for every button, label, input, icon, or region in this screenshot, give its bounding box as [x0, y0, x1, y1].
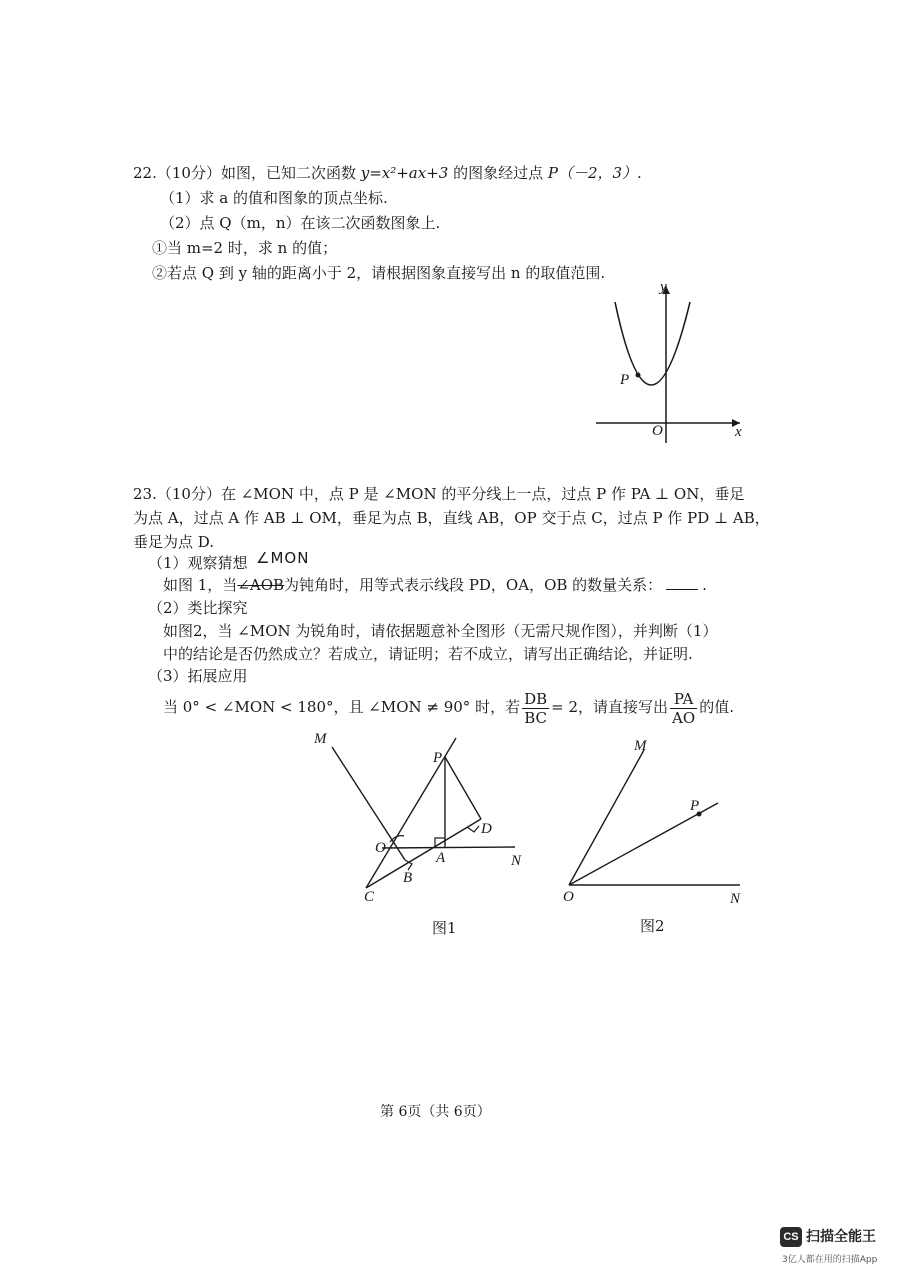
q23-figure-1 [300, 730, 540, 905]
q23-line2: 为点 A，过点 A 作 AB ⊥ OM，垂足为点 B，直线 AB，OP 交于点 C，过点 P 作 PD ⊥ AB， [133, 509, 770, 527]
page-footer: 第 6页（共 6页） [380, 1104, 491, 1120]
answer-blank [666, 575, 698, 590]
q23-part3-text: 当 0° < ∠MON < 180°，且 ∠MON ≠ 90° 时，若 $\frac{DB}{BC}$ = 2，请直接写出 $\frac{PA}{AO}$ 的值. [163, 689, 734, 727]
handwritten-correction: ∠MON [256, 549, 310, 567]
camscanner-logo-icon: CS [780, 1227, 802, 1247]
fig2-caption: 图2 [640, 917, 665, 935]
fig2-label-p: P [690, 798, 700, 814]
fraction-pa-ao: $\frac{PA}{AO}$ [672, 689, 696, 727]
watermark-tagline: 3亿人都在用的扫描App [782, 1255, 878, 1265]
q23-part2-title: （2）类比探究 [148, 599, 248, 617]
q23-part1-text: 如图 1，当∠AOB为钝角时，用等式表示线段 PD，OA，OB 的数量关系： . [163, 576, 707, 594]
q22-x-label: x [735, 424, 742, 440]
q23-part1-title: （1）观察猜想 [148, 554, 248, 572]
fig1-label-m: M [314, 731, 327, 747]
fig1-label-o: O [375, 840, 386, 856]
q22-y-label: y [660, 279, 667, 295]
fig1-label-n: N [511, 853, 522, 869]
fig1-label-b: B [403, 870, 413, 886]
watermark-brand: 扫描全能王 [806, 1229, 876, 1245]
q22-point-p-label: P [620, 372, 630, 388]
fig1-label-d: D [481, 821, 492, 837]
q22-part2: （2）点 Q（m，n）在该二次函数图象上. [160, 214, 441, 232]
q22-line1: 22.（10分）如图，已知二次函数 y=x²+ax+3 的图象经过点 P（－2，3）. [133, 164, 642, 182]
q23-part2-line1: 如图2，当 ∠MON 为锐角时，请依据题意补全图形（无需尺规作图），并判断（1） [163, 622, 718, 640]
fraction-db-bc: $\frac{DB}{BC}$ [524, 689, 548, 727]
fig2-label-o: O [563, 889, 574, 905]
q23-line3: 垂足为点 D. [133, 533, 215, 551]
fig1-caption: 图1 [432, 919, 457, 937]
q23-part2-line2: 中的结论是否仍然成立？若成立，请证明；若不成立，请写出正确结论，并证明. [163, 645, 693, 663]
q22-part1: （1）求 a 的值和图象的顶点坐标. [160, 189, 388, 207]
q23-line1: 23.（10分）在 ∠MON 中，点 P 是 ∠MON 的平分线上一点，过点 P 作 PA ⊥ ON，垂足 [133, 485, 745, 503]
q23-figure-2 [560, 740, 760, 900]
fig2-label-m: M [634, 738, 647, 754]
fig1-label-p: P [433, 750, 443, 766]
q22-sub2: ②若点 Q 到 y 轴的距离小于 2，请根据图象直接写出 n 的取值范围. [152, 264, 606, 282]
fig1-label-c: C [364, 889, 375, 905]
q23-part3-title: （3）拓展应用 [148, 667, 248, 685]
q22-origin-label: O [652, 423, 663, 439]
q22-sub1: ①当 m=2 时，求 n 的值； [152, 239, 338, 257]
fig1-label-a: A [436, 850, 446, 866]
fig2-label-n: N [730, 891, 741, 907]
